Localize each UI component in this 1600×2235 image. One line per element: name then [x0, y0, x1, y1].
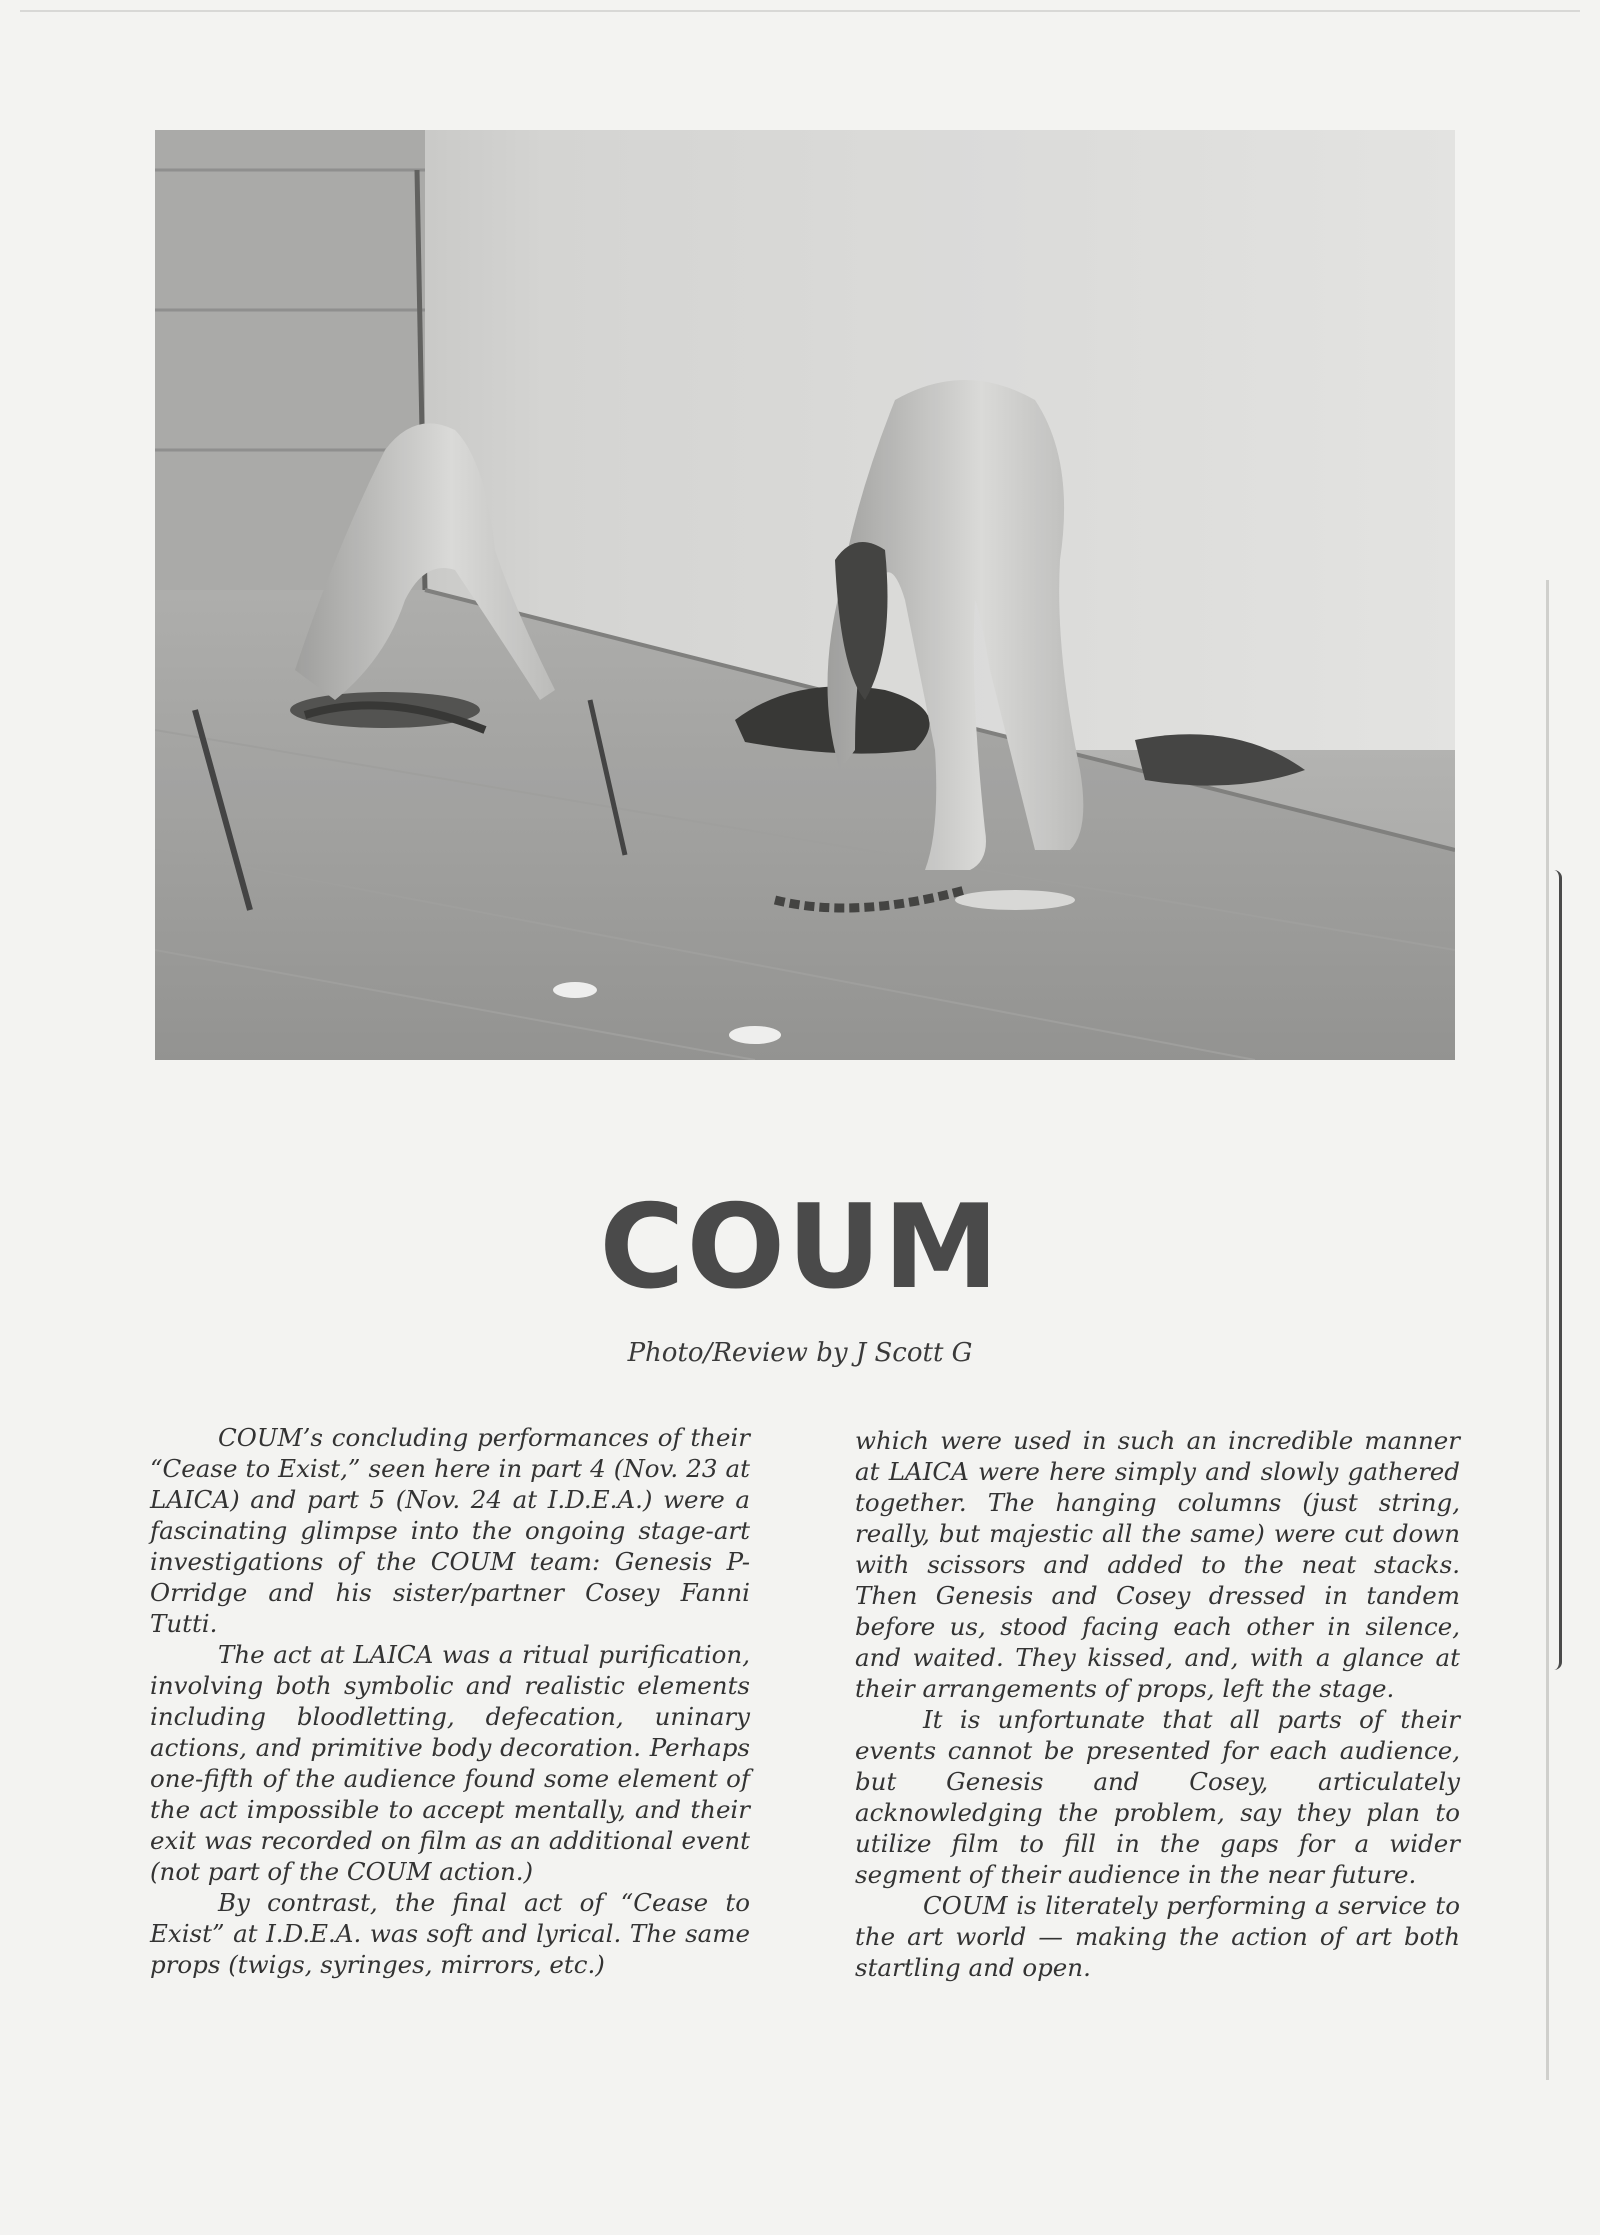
masthead-title: COUM — [599, 1180, 1001, 1315]
article-paragraph: The act at LAICA was a ritual purification, involving both symbolic and realistic elements including bloodletting, defecation, uninary actions, and primitive body decoration. Perhaps one-fifth of the audience found some element of the act impossible to accept mentally, and their exit was recorded on film as an additional event (not part of the COUM action.) — [150, 1640, 750, 1886]
page-edge — [20, 10, 1580, 12]
performance-photo — [155, 130, 1455, 1060]
article-paragraph-continued: which were used in such an incredible manner at LAICA were here simply and slowly gathered together. The hanging columns (just string, really, but majestic all the same) were cut down with scissors and added to the neat stacks. Then Genesis and Cosey dressed in tandem before us, stood facing each other in silence, and waited. They kissed, and, with a glance at their arrangements of props, left the stage. — [855, 1426, 1460, 1703]
article-left-column — [150, 1422, 750, 1980]
article-paragraph: It is unfortunate that all parts of their events cannot be presented for each audience, but Genesis and Cosey, articulately acknowledging the problem, say they plan to utilize film to fill in the gaps for a wider segment of their audience in the near future. — [855, 1705, 1460, 1889]
article-right-column — [855, 1425, 1460, 1983]
byline: Photo/Review by J Scott G — [627, 1338, 973, 1368]
photo-illustration — [155, 130, 1455, 1060]
article-paragraph: By contrast, the final act of “Cease to Exist” at I.D.E.A. was soft and lyrical. The same props (twigs, syringes, mirrors, etc.) — [150, 1888, 750, 1979]
article-paragraph: COUM’s concluding performances of their “Cease to Exist,” seen here in part 4 (Nov. 23 at LAICA) and part 5 (Nov. 24 at I.D.E.A.) were a fascinating glimpse into the ongoing stage-art investigations of the COUM team: Genesis P-Orridge and his sister/partner Cosey Fanni Tutti. — [150, 1423, 750, 1638]
article-paragraph: COUM is literately performing a service to the art world — making the action of art both startling and open. — [855, 1891, 1460, 1982]
